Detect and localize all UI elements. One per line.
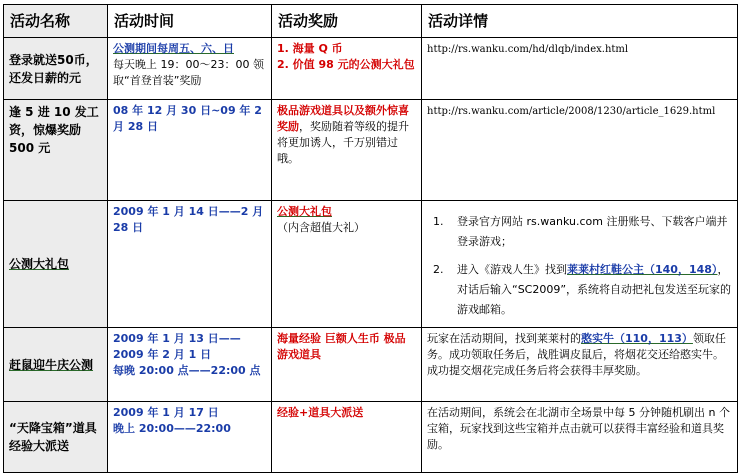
reward-highlight: 经验+道具大派送 [277, 406, 364, 419]
event-name: “天降宝箱”道具经验大派送 [4, 402, 108, 473]
event-reward [272, 201, 422, 328]
header-time: 活动时间 [108, 5, 272, 38]
event-reward [272, 402, 422, 473]
event-time [108, 402, 272, 473]
event-reward [272, 328, 422, 402]
time-nightly: 晚上 20:00——22:00 [113, 422, 231, 435]
detail-steps [427, 212, 732, 320]
event-detail [422, 38, 738, 100]
table-row [4, 328, 738, 402]
list-item [447, 260, 732, 320]
event-detail [422, 328, 738, 402]
table-row [4, 100, 738, 201]
npc-name: 憨实牛（110，113） [581, 332, 693, 345]
step-2-rest: ，对话后输入“SC2009”，系统将自动把礼包发送至玩家的游戏邮箱。 [457, 263, 732, 316]
time-range: 08 年 12 月 30 日~09 年 2 月 28 日 [113, 104, 262, 133]
table-row [4, 402, 738, 473]
time-date: 2009 年 1 月 17 日 [113, 406, 219, 419]
reward-highlight: 极品游戏道具以及额外惊喜奖励 [277, 104, 409, 133]
time-days: 公测期间每周五、六、日 [113, 42, 234, 55]
header-name: 活动名称 [4, 5, 108, 38]
detail-link[interactable]: http://rs.wanku.com/article/2008/1230/article_1629.html [427, 106, 716, 117]
reward-text: （内含超值大礼） [277, 221, 365, 234]
event-name [4, 201, 108, 328]
time-range: 2009 年 1 月 13 日——2009 年 2 月 1 日 [113, 332, 241, 361]
header-row [4, 5, 738, 38]
event-detail [422, 402, 738, 473]
npc-name: 莱莱村红鞋公主（140，148） [567, 263, 718, 276]
time-range: 2009 年 1 月 14 日——2 月 28 日 [113, 205, 264, 234]
event-detail [422, 201, 738, 328]
event-name-text: 公测大礼包 [9, 257, 70, 271]
event-name [4, 328, 108, 402]
detail-text-rest: 领取任务。成功领取任务后，战胜调皮鼠后，将烟花交还给憨实牛。成功提交烟花完成任务后将会获得丰厚奖励。 [427, 332, 726, 377]
header-reward: 活动奖励 [272, 5, 422, 38]
reward-item-1: 1. 海量 Q 币 [277, 42, 343, 55]
event-detail [422, 100, 738, 201]
detail-text: 在活动期间，系统会在北湖市全场景中每 5 分钟随机刷出 n 个宝箱，玩家找到这些宝箱并点击就可以获得丰富经验和道具奖励。 [427, 406, 730, 451]
reward-highlight: 公测大礼包 [277, 205, 332, 218]
time-nightly: 每晚 20:00 点——22:00 点 [113, 364, 261, 377]
step-1-text: 登录官方网站 rs.wanku.com 注册账号、下载客户端并登录游戏； [457, 215, 728, 248]
time-detail: 每天晚上 19：00～23：00 领取“首登首装”奖励 [113, 58, 264, 87]
table-row [4, 201, 738, 328]
table-row [4, 38, 738, 100]
reward-item-2: 2. 价值 98 元的公测大礼包 [277, 58, 415, 71]
event-name-text: 赶鼠迎牛庆公测 [9, 357, 94, 372]
event-time [108, 38, 272, 100]
events-table [3, 4, 738, 473]
reward-highlight: 海量经验 巨额人生币 极品游戏道具 [277, 332, 406, 361]
event-name: 逢 5 进 10 发工资，惊爆奖励 500 元 [4, 100, 108, 201]
detail-link[interactable]: http://rs.wanku.com/hd/dlqb/index.html [427, 44, 629, 55]
list-item [447, 212, 732, 252]
event-reward [272, 38, 422, 100]
event-time [108, 328, 272, 402]
step-2-text: 进入《游戏人生》找到 [457, 263, 567, 276]
event-time [108, 201, 272, 328]
event-reward [272, 100, 422, 201]
event-time [108, 100, 272, 201]
event-name: 登录就送50币，还发日薪的元 [4, 38, 108, 100]
detail-text: 玩家在活动期间，找到莱莱村的 [427, 332, 581, 345]
header-detail: 活动详情 [422, 5, 738, 38]
reward-text: ，奖励随着等级的提升将更加诱人，千万别错过哦。 [277, 120, 409, 165]
